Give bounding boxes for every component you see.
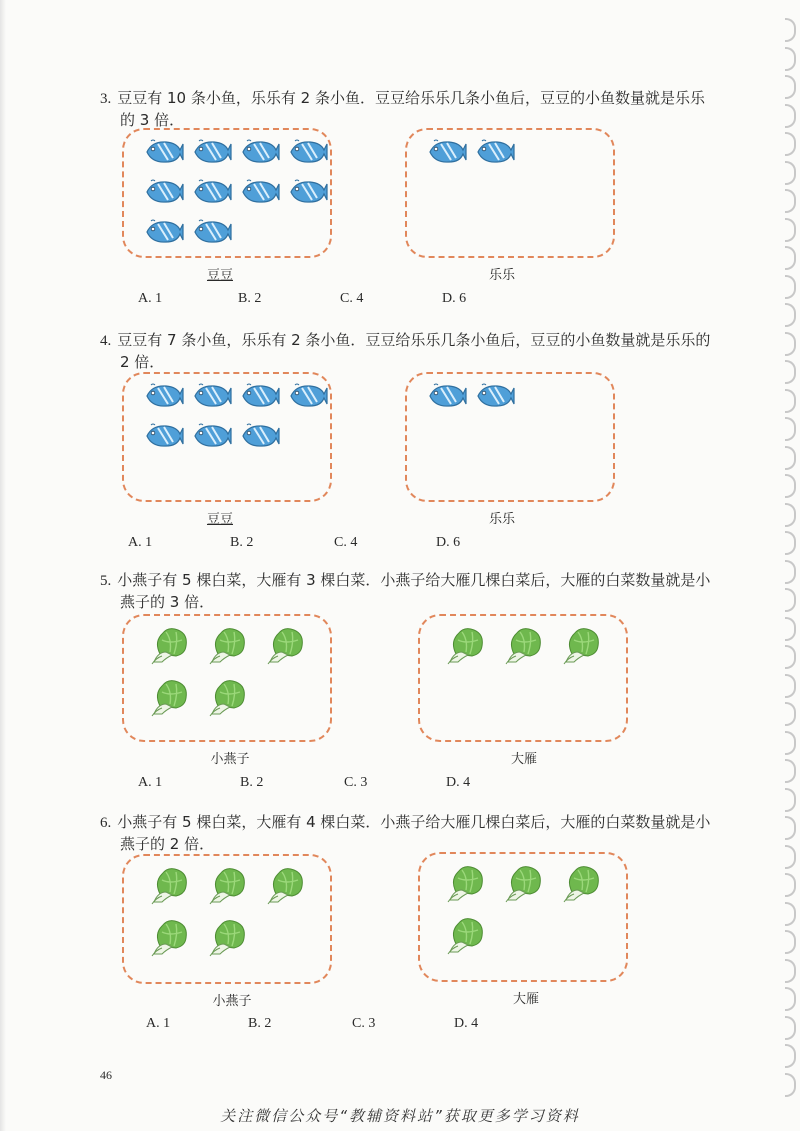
binder-ring: [785, 788, 796, 812]
cabbage-icon: [206, 624, 250, 666]
question-4-text: [100, 330, 740, 373]
binder-ring: [785, 531, 796, 555]
binder-ring: [785, 161, 796, 185]
question-5-choice-d[interactable]: D. 4: [446, 775, 471, 790]
binder-ring: [785, 617, 796, 641]
fish-icon: [192, 422, 232, 450]
question-5-line2: 燕子的 3 倍．: [120, 593, 215, 611]
binder-ring: [785, 75, 796, 99]
binder-ring: [785, 18, 796, 42]
fish-icon: [144, 138, 184, 166]
question-3-line1: 豆豆有 10 条小鱼，乐乐有 2 条小鱼．豆豆给乐乐几条小鱼后，豆豆的小鱼数量就是乐乐: [117, 89, 705, 107]
cabbage-icon: [148, 624, 192, 666]
binder-ring: [785, 1073, 796, 1097]
cabbage-icon: [560, 862, 604, 904]
question-6-line2: 燕子的 2 倍．: [120, 835, 215, 853]
cabbage-icon: [264, 864, 308, 906]
binder-ring: [785, 246, 796, 270]
question-4-choice-d[interactable]: D. 6: [436, 535, 461, 550]
binder-ring: [785, 104, 796, 128]
question-5-choice-a[interactable]: A. 1: [138, 775, 163, 790]
question-5-left-label: 小燕子: [210, 752, 250, 767]
question-6-line1: 小燕子有 5 棵白菜，大雁有 4 棵白菜．小燕子给大雁几棵白菜后，大雁的白菜数量就是小: [117, 813, 711, 831]
question-3-choice-c[interactable]: C. 4: [340, 291, 364, 306]
binder-ring: [785, 902, 796, 926]
fish-icon: [144, 422, 184, 450]
binder-ring: [785, 275, 796, 299]
fish-icon: [192, 218, 232, 246]
fish-icon: [240, 422, 280, 450]
cabbage-icon: [148, 676, 192, 718]
fish-icon: [144, 382, 184, 410]
binder-ring: [785, 731, 796, 755]
question-6-number: 6.: [100, 815, 112, 831]
question-5-right-label: 大雁: [510, 752, 537, 767]
binder-ring: [785, 132, 796, 156]
cabbage-icon: [444, 862, 488, 904]
binder-ring: [785, 873, 796, 897]
cabbage-icon: [502, 862, 546, 904]
binder-ring: [785, 47, 796, 71]
fish-icon: [475, 138, 515, 166]
fish-icon: [288, 382, 328, 410]
binder-ring: [785, 303, 796, 327]
binder-ring: [785, 702, 796, 726]
question-3-choice-d[interactable]: D. 6: [442, 291, 467, 306]
binder-ring: [785, 503, 796, 527]
question-4-left-label: 豆豆: [206, 512, 233, 527]
page-edge: [0, 0, 6, 1131]
cabbage-icon: [444, 914, 488, 956]
question-3-right-label: 乐乐: [488, 268, 515, 283]
binder-ring: [785, 446, 796, 470]
binder-ring: [785, 1016, 796, 1040]
cabbage-icon: [502, 624, 546, 666]
binder-ring: [785, 959, 796, 983]
binder-ring: [785, 674, 796, 698]
question-4-number: 4.: [100, 333, 112, 349]
question-5-line1: 小燕子有 5 棵白菜，大雁有 3 棵白菜．小燕子给大雁几棵白菜后，大雁的白菜数量就是小: [117, 571, 711, 589]
binder-ring: [785, 987, 796, 1011]
cabbage-icon: [148, 916, 192, 958]
binder-ring: [785, 389, 796, 413]
fish-icon: [288, 178, 328, 206]
binder-ring: [785, 588, 796, 612]
fish-icon: [144, 218, 184, 246]
question-3-left-label: 豆豆: [206, 268, 233, 283]
question-6-text: [100, 812, 740, 855]
cabbage-icon: [148, 864, 192, 906]
question-3-text: [100, 88, 740, 131]
binder-ring: [785, 1044, 796, 1068]
fish-icon: [240, 138, 280, 166]
question-6-choice-a[interactable]: A. 1: [146, 1016, 171, 1031]
question-3-choice-b[interactable]: B. 2: [238, 291, 262, 306]
question-4-choice-a[interactable]: A. 1: [128, 535, 153, 550]
fish-icon: [240, 178, 280, 206]
binder-ring: [785, 845, 796, 869]
cabbage-icon: [206, 916, 250, 958]
cabbage-icon: [206, 864, 250, 906]
question-6-left-label: 小燕子: [212, 994, 252, 1009]
question-5-number: 5.: [100, 573, 112, 589]
question-5-text: [100, 570, 740, 613]
cabbage-icon: [560, 624, 604, 666]
binder-ring: [785, 816, 796, 840]
question-6-choice-b[interactable]: B. 2: [248, 1016, 272, 1031]
cabbage-icon: [206, 676, 250, 718]
question-4-choice-b[interactable]: B. 2: [230, 535, 254, 550]
question-5-choice-c[interactable]: C. 3: [344, 775, 368, 790]
question-6-choice-d[interactable]: D. 4: [454, 1016, 479, 1031]
fish-icon: [427, 382, 467, 410]
fish-icon: [192, 382, 232, 410]
fish-icon: [144, 178, 184, 206]
binder-ring: [785, 759, 796, 783]
question-3-number: 3.: [100, 91, 112, 107]
binder-ring: [785, 189, 796, 213]
binder-rings: [782, 18, 796, 1118]
footer-text: 关注微信公众号“教辅资料站”获取更多学习资料: [220, 1107, 580, 1125]
question-3-choice-a[interactable]: A. 1: [138, 291, 163, 306]
question-4-right-label: 乐乐: [488, 512, 515, 527]
fish-icon: [192, 138, 232, 166]
fish-icon: [288, 138, 328, 166]
fish-icon: [475, 382, 515, 410]
question-4-choice-c[interactable]: C. 4: [334, 535, 358, 550]
question-4-line2: 2 倍．: [120, 353, 165, 371]
question-6-right-label: 大雁: [512, 992, 539, 1007]
binder-ring: [785, 645, 796, 669]
binder-ring: [785, 474, 796, 498]
page-number: 46: [100, 1068, 112, 1082]
question-5-choice-b[interactable]: B. 2: [240, 775, 264, 790]
question-4-line1: 豆豆有 7 条小鱼，乐乐有 2 条小鱼．豆豆给乐乐几条小鱼后，豆豆的小鱼数量就是乐乐的: [117, 331, 711, 349]
question-3-line2: 的 3 倍．: [120, 111, 185, 129]
fish-icon: [427, 138, 467, 166]
fish-icon: [240, 382, 280, 410]
binder-ring: [785, 930, 796, 954]
binder-ring: [785, 360, 796, 384]
binder-ring: [785, 560, 796, 584]
fish-icon: [192, 178, 232, 206]
question-6-choice-c[interactable]: C. 3: [352, 1016, 376, 1031]
binder-ring: [785, 417, 796, 441]
binder-ring: [785, 332, 796, 356]
binder-ring: [785, 218, 796, 242]
cabbage-icon: [264, 624, 308, 666]
cabbage-icon: [444, 624, 488, 666]
